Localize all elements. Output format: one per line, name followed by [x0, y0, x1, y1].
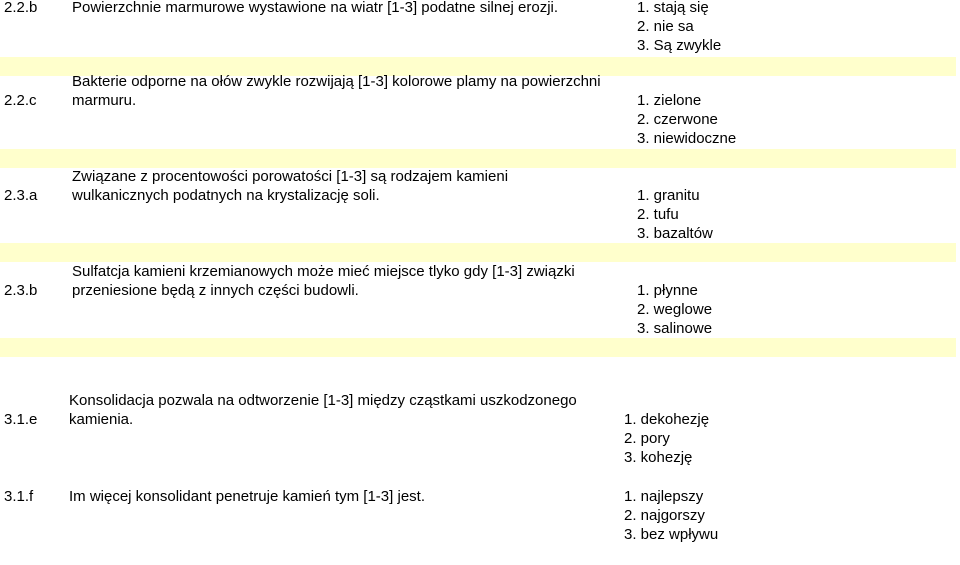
question-text: Sulfatcja kamieni krzemianowych może mieć miejsce tlyko gdy [1-3] związki	[72, 263, 575, 280]
answer-option: 1. najlepszy	[624, 488, 704, 505]
question-text: Im więcej konsolidant penetruje kamień tym [1-3] jest.	[69, 488, 425, 505]
question-text: kamienia.	[69, 411, 134, 428]
answer-option: 3. bazaltów	[637, 225, 713, 242]
answer-option: 3. kohezję	[624, 449, 693, 466]
row-separator	[0, 243, 956, 262]
answer-option: 1. stają się	[637, 0, 709, 16]
answer-option: 2. tufu	[637, 206, 679, 223]
answer-option: 1. zielone	[637, 92, 702, 109]
row-separator	[0, 149, 956, 168]
question-text: wulkanicznych podatnych na krystalizację soli.	[72, 187, 380, 204]
answer-option: 1. dekohezję	[624, 411, 710, 428]
row-separator	[0, 338, 956, 357]
answer-option: 2. weglowe	[637, 301, 713, 318]
question-text: marmuru.	[72, 92, 137, 109]
question-text: Powierzchnie marmurowe wystawione na wiatr [1-3] podatne silnej erozji.	[72, 0, 559, 16]
question-id: 3.1.f	[4, 488, 34, 505]
question-text: Związane z procentowości porowatości [1-3] są rodzajem kamieni	[72, 168, 509, 185]
answer-option: 1. płynne	[637, 282, 698, 299]
answer-option: 3. bez wpływu	[624, 526, 719, 543]
answer-option: 2. nie sa	[637, 18, 694, 35]
answer-option: 2. najgorszy	[624, 507, 705, 524]
answer-option: 3. niewidoczne	[637, 130, 737, 147]
question-id: 2.3.a	[4, 187, 38, 204]
answer-option: 1. granitu	[637, 187, 700, 204]
answer-option: 2. czerwone	[637, 111, 718, 128]
question-text: Konsolidacja pozwala na odtworzenie [1-3] między cząstkami uszkodzonego	[69, 392, 577, 409]
question-id: 2.2.b	[4, 0, 38, 16]
question-id: 3.1.e	[4, 411, 38, 428]
answer-option: 3. Są zwykle	[637, 37, 722, 54]
question-text: przeniesione będą z innych części budowli.	[72, 282, 359, 299]
question-text: Bakterie odporne na ołów zwykle rozwijają [1-3] kolorowe plamy na powierzchni	[72, 73, 601, 90]
answer-option: 3. salinowe	[637, 320, 713, 337]
question-id: 2.3.b	[4, 282, 38, 299]
answer-option: 2. pory	[624, 430, 670, 447]
question-id: 2.2.c	[4, 92, 37, 109]
